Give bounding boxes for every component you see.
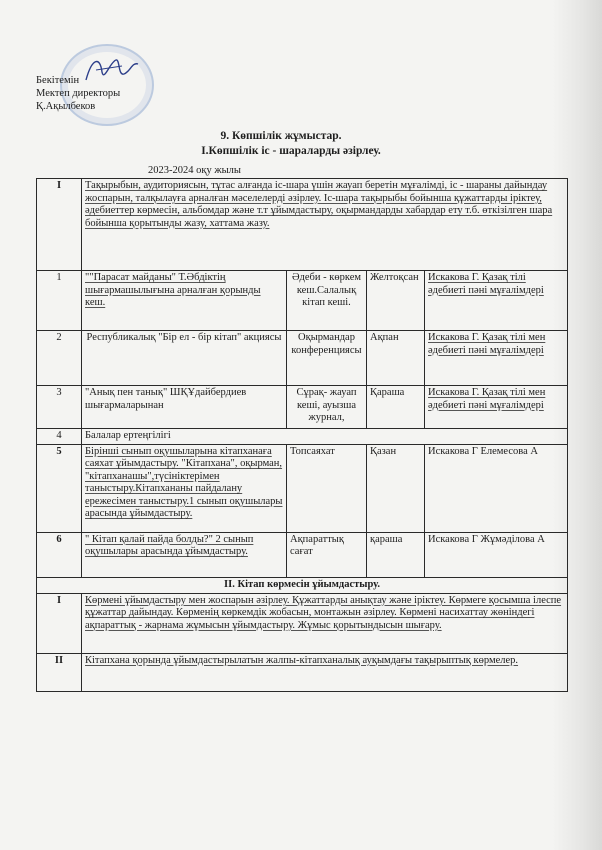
event-name: Республикалық "Бір ел - бір кітап" акциясы <box>82 331 287 386</box>
event-responsible: Искакова Г Жұмәділова А <box>425 532 568 577</box>
event-form: Ақпараттық сағат <box>287 532 367 577</box>
approval-line-3: Қ.Ақылбеков <box>36 101 96 112</box>
table-row <box>37 593 568 653</box>
table-row <box>37 331 568 386</box>
row-number: 6 <box>37 532 82 577</box>
event-responsible: Искакова Г Елемесова А <box>425 444 568 532</box>
row-number: ІІ <box>37 653 82 691</box>
event-date: Желтоқсан <box>367 271 425 331</box>
event-form: Сұрақ- жауап кеші, ауызша журнал, <box>287 386 367 429</box>
event-form: Әдеби - көркем кеш.Салалық кітап кеші. <box>287 271 367 331</box>
events-table <box>36 178 568 692</box>
table-row <box>37 532 568 577</box>
row-number: І <box>37 593 82 653</box>
approval-block <box>36 74 120 113</box>
academic-year: 2023-2024 оқу жылы <box>148 165 241 176</box>
event-name: " Кітап қалай пайда болды?" 2 сынып оқушылары арасында ұйымдастыру. <box>82 532 287 577</box>
event-date: Ақпан <box>367 331 425 386</box>
section-title: ІІ. Кітап көрмесін ұйымдастыру. <box>37 577 568 593</box>
event-form: Оқырмандар конференциясы <box>287 331 367 386</box>
intro-text: Тақырыбын, аудиториясын, тұтас алғанда іс-шара үшін жауап беретін мұғалімді, іс - шараны дайындау жоспарын, талқылауға арналған мәселелерді әзірлеу. Іс-шара тақырыбы бойынша құжаттарды іріктеу, әдебиеттер көрмесін, альбомдар және т.т ұйымдастыру, оқырмандарды хабардар ету т.б. өткізілген шара бойынша қорытынды жазу, хаттама жазу. <box>82 179 568 271</box>
event-name: "Анық пен танық" ШҚҰдайбердиев шығармаларынан <box>82 386 287 429</box>
row-number: І <box>37 179 82 271</box>
row-number: 1 <box>37 271 82 331</box>
event-name: Балалар ертеңгілігі <box>82 429 568 445</box>
approval-line-1: Бекітемін <box>36 75 80 86</box>
event-date: қараша <box>367 532 425 577</box>
event-name: Бірінші сынып оқушыларына кітапханаға саяхат ұйымдастыру. "Кітапхана", оқырман, "кітапханашы",түсініктерімен таныстыру.Кітапхананы пайдалану ережесімен таныстыру.1 сынып оқушылары арасында ұйымдастыру. <box>82 444 287 532</box>
section-text: Кітапхана қорында ұйымдастырылатын жалпы-кітапханалық ауқымдағы тақырыптық көрмелер. <box>82 653 568 691</box>
document-title: 9. Көпшілік жұмыстар. <box>220 130 342 142</box>
event-responsible: Искакова Г. Қазақ тілі мен әдебиеті пәні мұғалімдері <box>425 331 568 386</box>
document-subtitle: І.Көпшілік іс - шараларды әзірлеу. <box>201 145 381 157</box>
table-row <box>37 386 568 429</box>
row-number: 4 <box>37 429 82 445</box>
row-number: 5 <box>37 444 82 532</box>
event-responsible: Искакова Г. Қазақ тілі мен әдебиеті пәні мұғалімдері <box>425 386 568 429</box>
table-row <box>37 429 568 445</box>
row-number: 3 <box>37 386 82 429</box>
event-form: Топсаяхат <box>287 444 367 532</box>
table-row <box>37 271 568 331</box>
table-row <box>37 577 568 593</box>
event-date: Қазан <box>367 444 425 532</box>
approval-line-2: Мектеп директоры <box>36 88 121 99</box>
section-text: Көрмені ұйымдастыру мен жоспарын әзірлеу. Құжаттарды анықтау және іріктеу. Көрмеге қосымша ілеспе құжаттар дайындау. Көрменің көркемдік жобасын, монтажын әзірлеу. Көрмені насихаттау жөніндегі ақпараттық - жарнама жұмысын ұйымдастыру. Жұмыс қорытындысын шығару. <box>82 593 568 653</box>
row-number: 2 <box>37 331 82 386</box>
event-name: ""Парасат майданы" Т.Әбдіктің шығармашылығына арналған қорынды кеш. <box>82 271 287 331</box>
table-row <box>37 653 568 691</box>
event-date: Қараша <box>367 386 425 429</box>
event-responsible: Искакова Г. Қазақ тілі әдебиеті пәні мұғалімдері <box>425 271 568 331</box>
table-row <box>37 444 568 532</box>
table-row <box>37 179 568 271</box>
